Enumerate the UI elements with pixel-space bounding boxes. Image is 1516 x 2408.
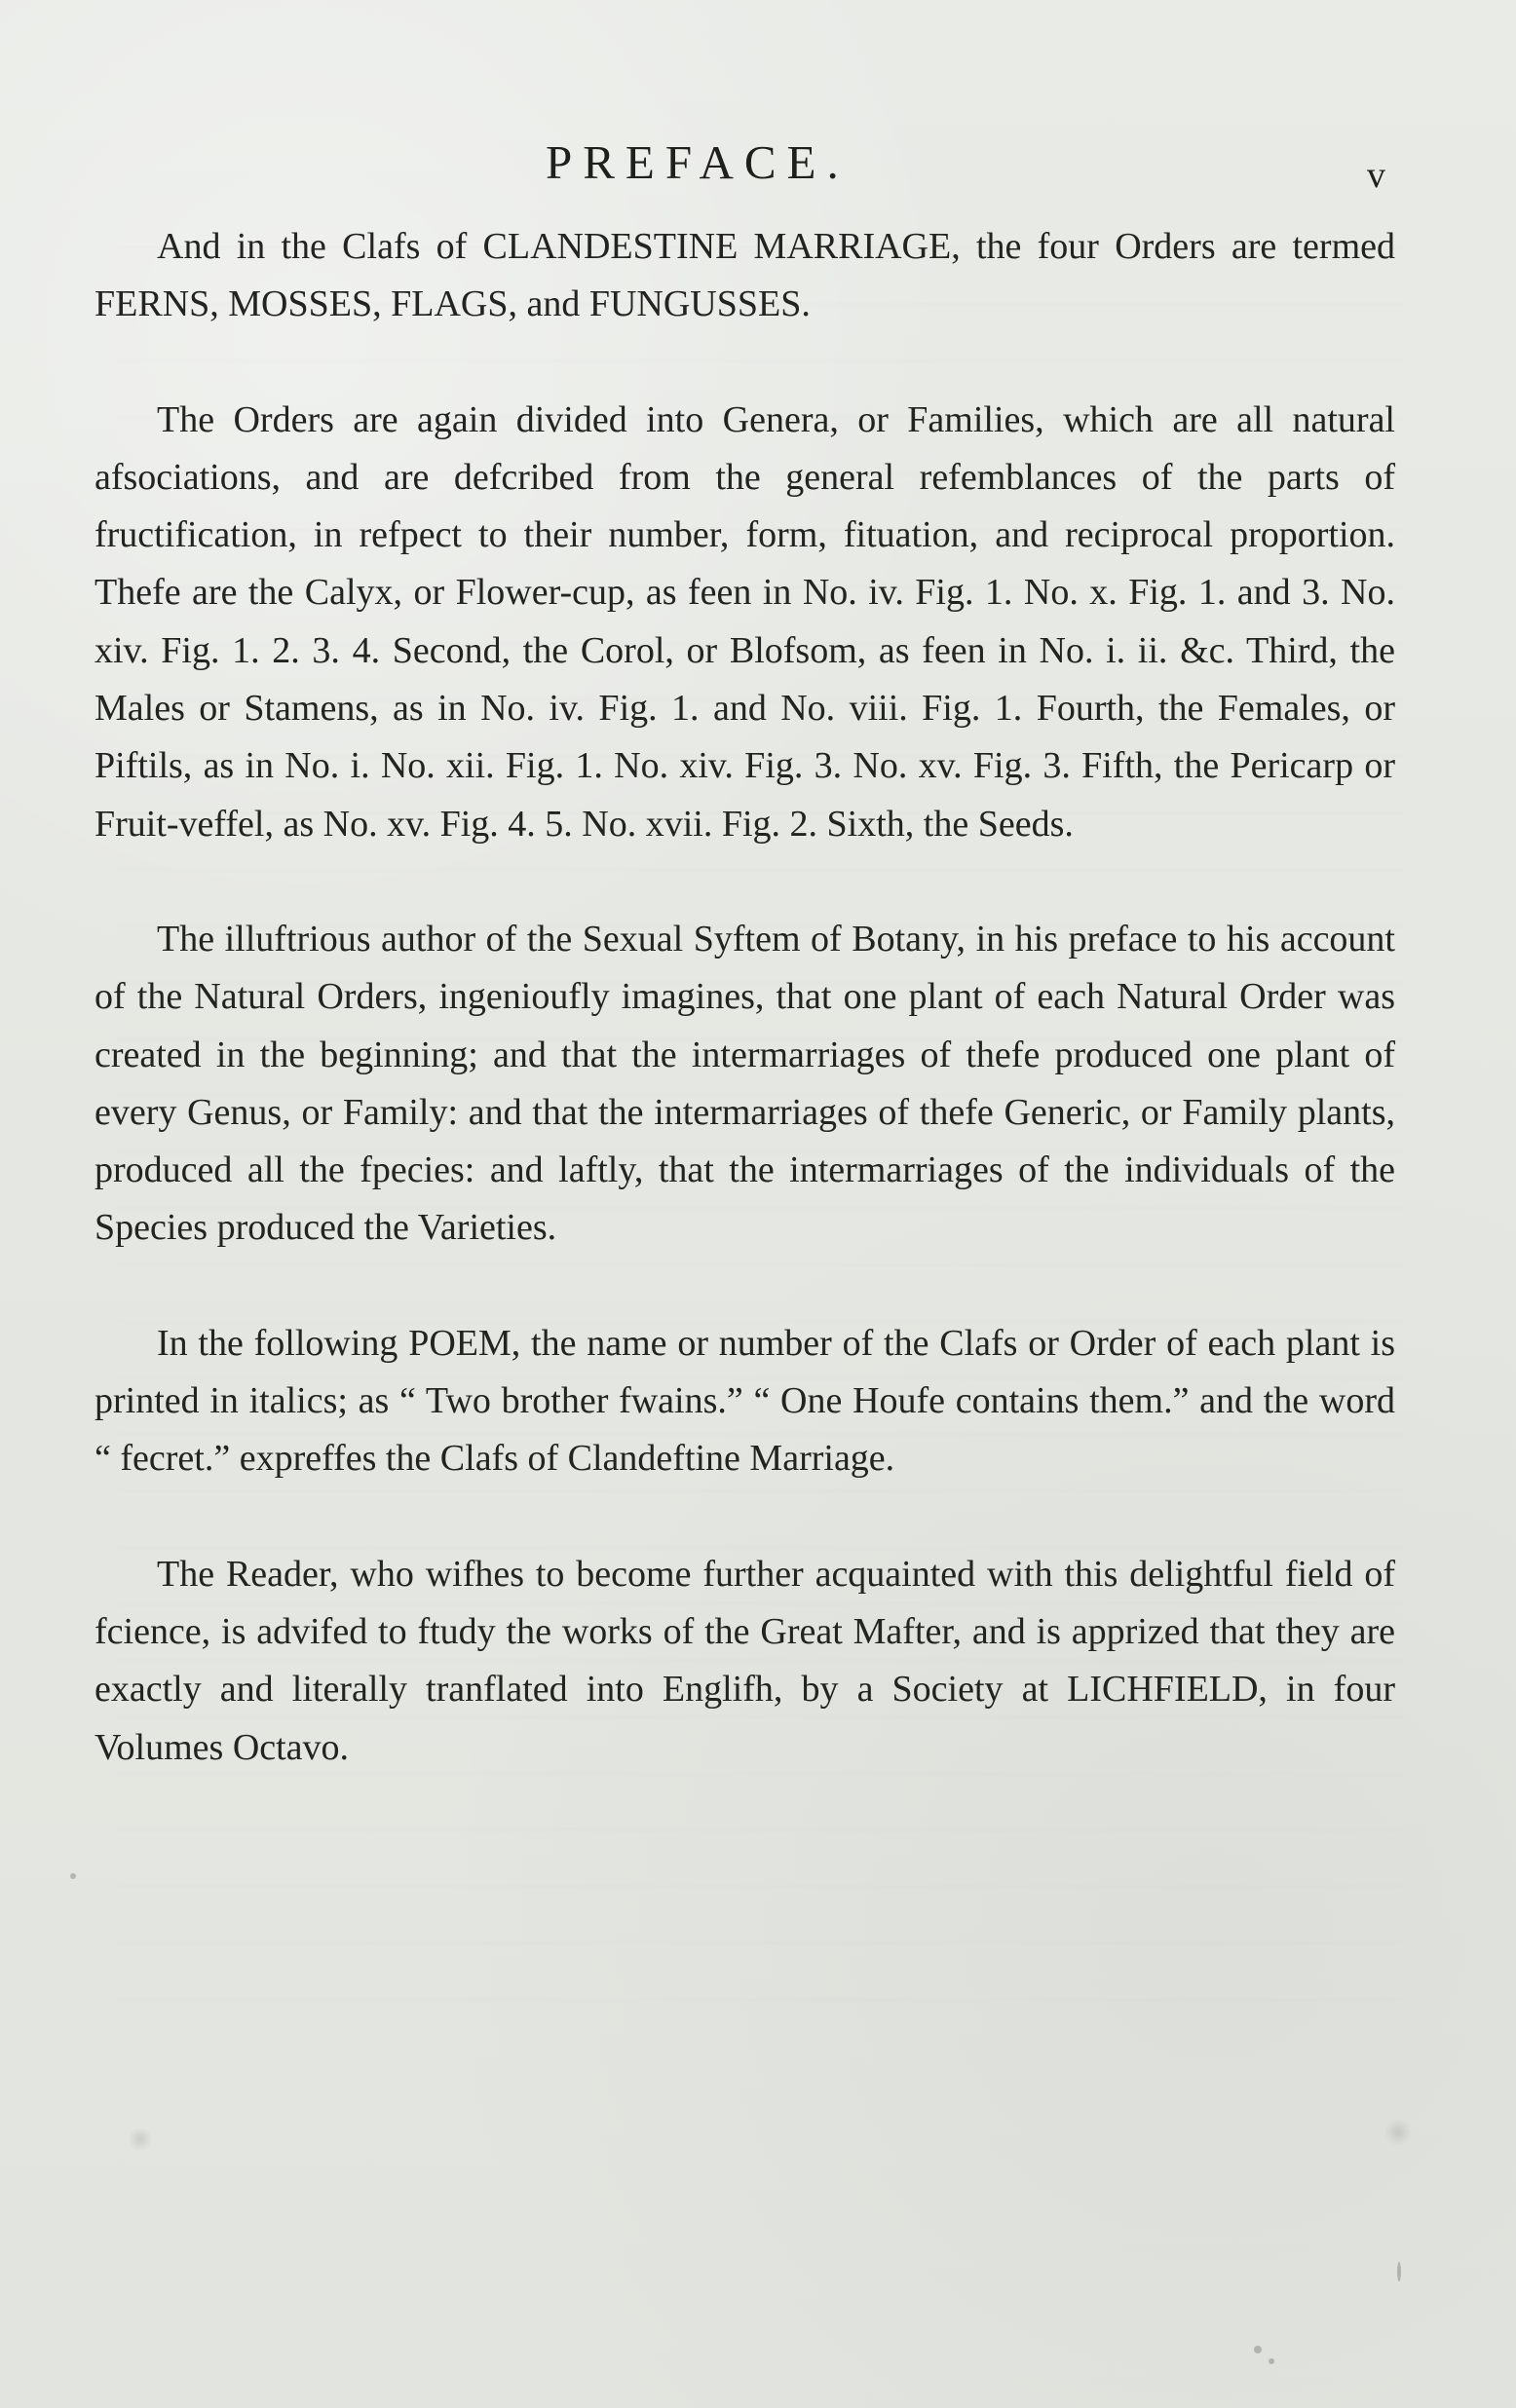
paragraph-following-poem: In the following POEM, the name or number of the Clafs or Order of each plant is printed in italics; as “ Two brother fwains.” “ One Houfe contains them.” and the word “ fecret.” expreffes the Clafs of Clandeftine Marriage. [95, 1322, 1395, 1480]
paper-stain [127, 2128, 154, 2150]
body-text [95, 218, 1395, 1777]
paper-speck [1254, 2346, 1262, 2353]
paragraph-illustrious-author: The illuftrious author of the Sexual Syftem of Botany, in his preface to his account of the Natural Orders, ingenioufly imagines, that one plant of each Natural Order was created in the beginning; and that the intermarriages of thefe produced one plant of every Genus, or Family: and that the intermarriages of thefe Generic, or Family plants, produced all the fpecies: and laftly, that the intermarriages of the individuals of the Species produced the Varieties. [95, 918, 1395, 1249]
page-number: v [1367, 155, 1385, 196]
paper-speck [1397, 2262, 1401, 2281]
paper-speck [70, 1873, 76, 1879]
paragraph-orders-and-genera: The Orders are again divided into Genera, or Families, which are all natural afsociations, and are defcribed from the general refemblances of the parts of fructification, in refpect to their number, form, fituation, and reciprocal proportion. Thefe are the Calyx, or Flower-cup, as feen in No. iv. Fig. 1. No. x. Fig. 1. and 3. No. xiv. Fig. 1. 2. 3. 4. Second, the Corol, or Blofsom, as feen in No. i. ii. &c. Third, the Males or Stamens, as in No. iv. Fig. 1. and No. viii. Fig. 1. Fourth, the Females, or Piftils, as in No. i. No. xii. Fig. 1. No. xiv. Fig. 3. No. xv. Fig. 3. Fifth, the Pericarp or Fruit-veffel, as No. xv. Fig. 4. 5. No. xvii. Fig. 2. Sixth, the Seeds. [95, 398, 1395, 845]
running-head: PREFACE. [546, 135, 850, 189]
paragraph-clandestine-marriage: And in the Clafs of CLANDESTINE MARRIAGE, the four Orders are termed FERNS, MOSSES, FLAGS, and FUNGUSSES. [95, 226, 1395, 325]
paper-speck [1269, 2358, 1274, 2364]
paper-stain [1383, 2119, 1413, 2146]
page-header [0, 134, 1516, 196]
paragraph-reader-advice: The Reader, who wifhes to become further acquainted with this delightful field of fcience, is advifed to ftudy the works of the Great Mafter, and is apprized that they are exactly and literally tranflated into Englifh, by a Society at LICHFIELD, in four Volumes Octavo. [95, 1553, 1395, 1768]
